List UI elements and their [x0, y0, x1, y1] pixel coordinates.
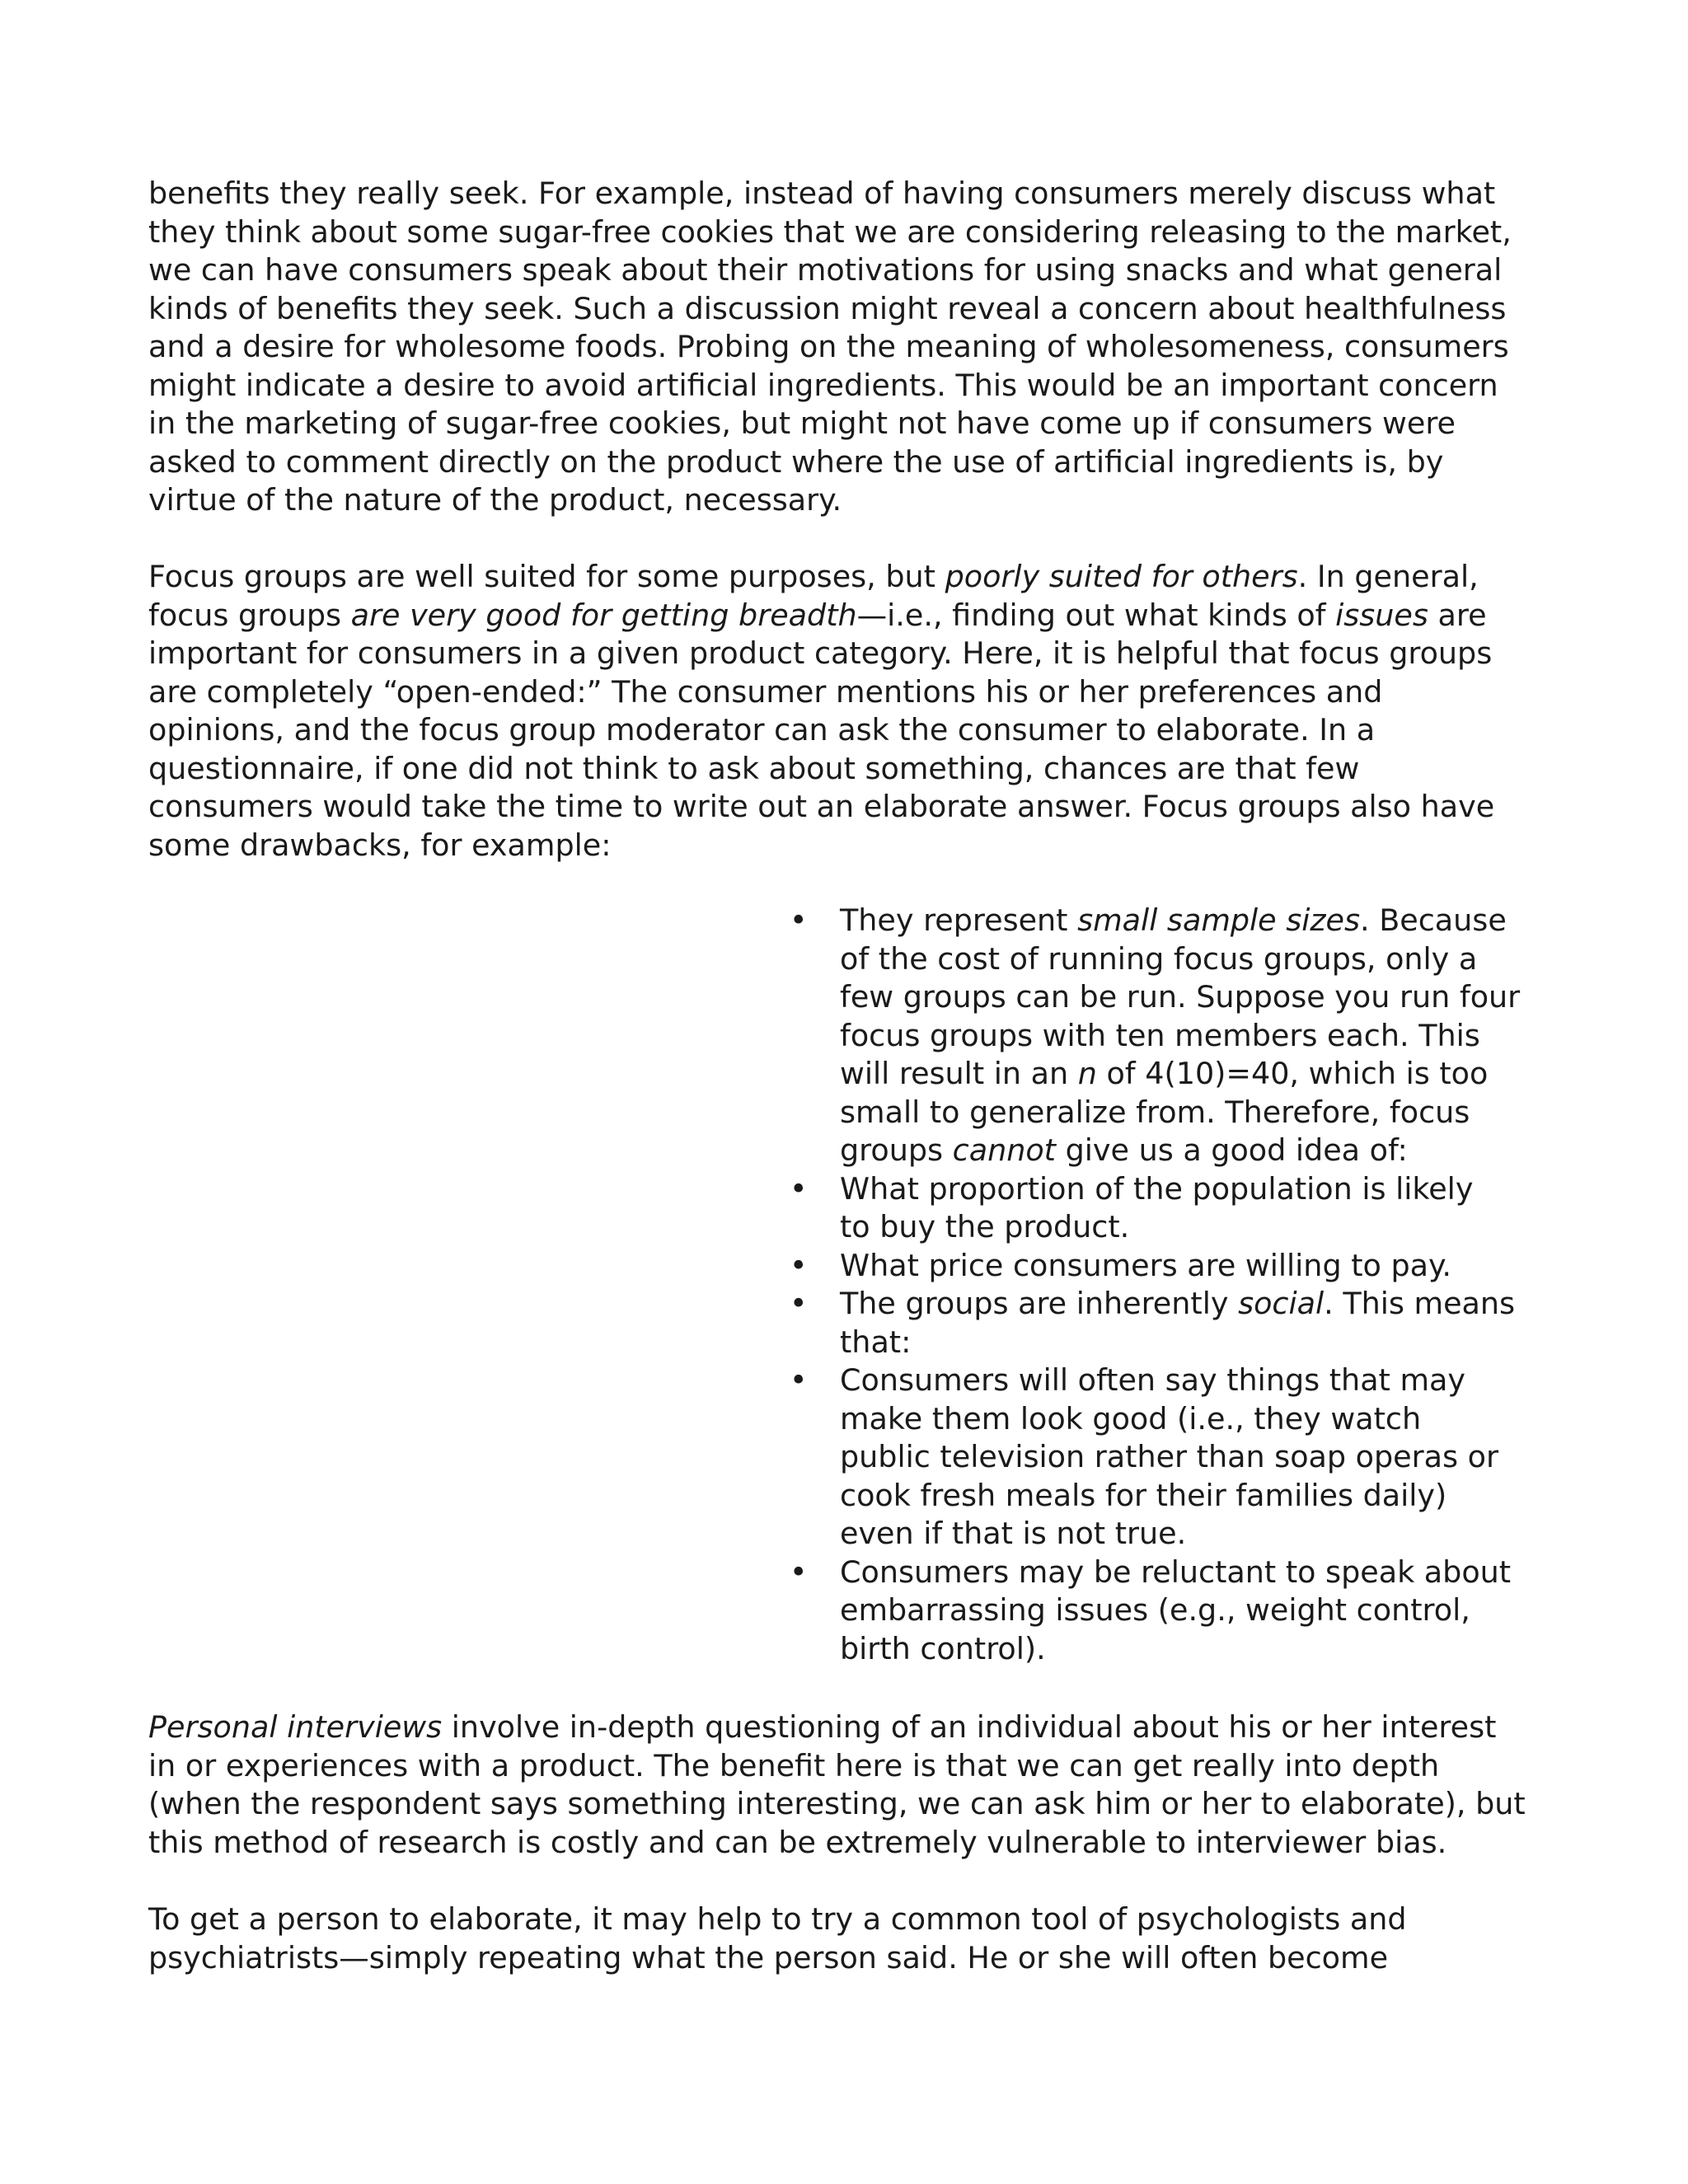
list-item — [790, 1285, 1531, 1361]
drawbacks-list — [790, 902, 1531, 1668]
text-run: of 4(10)=40, which is too small to generalize from. Therefore, focus groups — [840, 1056, 1489, 1168]
emphasis-cannot: cannot — [952, 1132, 1056, 1168]
text-run: —i.e., finding out what kinds of — [856, 597, 1336, 633]
text-run: . This means that: — [840, 1286, 1516, 1360]
text-run: What proportion of the population is likely to buy the product. — [840, 1170, 1474, 1244]
text-run: Focus groups are well suited for some purposes, but — [148, 559, 945, 594]
paragraph-elaborate: To get a person to elaborate, it may help to try a common tool of psychologists and psychiatrists—simply repeating what the person said. He or she will often become — [148, 1901, 1407, 1975]
paragraph-personal-interviews — [148, 1708, 1533, 1862]
emphasis-poorly-suited: poorly suited for others — [945, 559, 1298, 594]
text-run: involve in-depth questioning of an individual about his or her interest in or experiences with a product. The benefit here is that we can get really into depth (when the respondent says something interesting, we can ask him or her to elaborate), but this method of research is costly and can be extremely vulnerable to interviewer bias. — [148, 1709, 1526, 1860]
list-item — [790, 902, 1531, 1170]
text-run: The groups are inherently — [840, 1286, 1239, 1321]
bullet-icon: • — [790, 1170, 808, 1207]
text-run: give us a good idea of: — [1056, 1132, 1408, 1168]
text-run: They represent — [840, 902, 1078, 938]
emphasis-social: social — [1238, 1286, 1325, 1321]
bullet-icon: • — [790, 1362, 808, 1398]
list-item — [790, 1247, 1531, 1286]
emphasis-small-sample-sizes: small sample sizes — [1077, 902, 1361, 938]
text-run: Consumers may be reluctant to speak about embarrassing issues (e.g., weight control, birth control). — [840, 1554, 1512, 1666]
list-item — [790, 1170, 1531, 1247]
bullet-icon: • — [790, 902, 808, 938]
text-run: are important for consumers in a given product category. Here, it is helpful that focus groups are completely “open-ended:” The consumer mentions his or her preferences and opinions, and the focus group moderator can ask the consumer to elaborate. In a questionnaire, if one did not think to ask about something, chances are that few consumers would take the time to write out an elaborate answer. Focus groups also have some drawbacks, for example: — [148, 597, 1495, 863]
emphasis-n: n — [1077, 1056, 1097, 1091]
list-item — [790, 1554, 1531, 1669]
text-run: . Because of the cost of running focus groups, only a few groups can be run. Suppose you run four focus groups with ten members each. This will result in an — [840, 902, 1521, 1091]
text-run: Consumers will often say things that may make them look good (i.e., they watch public television rather than soap operas or cook fresh meals for their families daily) even if that is not true. — [840, 1362, 1498, 1551]
emphasis-issues: issues — [1335, 597, 1428, 633]
text-run: What price consumers are willing to pay. — [840, 1247, 1451, 1283]
list-item — [790, 1361, 1531, 1554]
bullet-icon: • — [790, 1247, 808, 1283]
paragraph-focus-groups — [148, 558, 1533, 865]
bullet-icon: • — [790, 1286, 808, 1321]
bullet-icon: • — [790, 1554, 808, 1590]
emphasis-personal-interviews: Personal interviews — [148, 1709, 443, 1745]
paragraph-benefits: benefits they really seek. For example, instead of having consumers merely discuss what they think about some sugar-free cookies that we are considering releasing to the market, we can have consumers speak about their motivations for using snacks and what general kinds of benefits they seek. Such a discussion might reveal a concern about healthfulness and a desire for wholesome foods. Probing on the meaning of wholesomeness, consumers might indicate a desire to avoid artificial ingredients. This would be an important concern in the marketing of sugar-free cookies, but might not have come up if consumers were asked to comment directly on the product where the use of artificial ingredients is, by virtue of the nature of the product, necessary. — [148, 176, 1512, 518]
text-run: . In general, focus groups — [148, 559, 1479, 633]
emphasis-breadth: are very good for getting breadth — [350, 597, 857, 633]
